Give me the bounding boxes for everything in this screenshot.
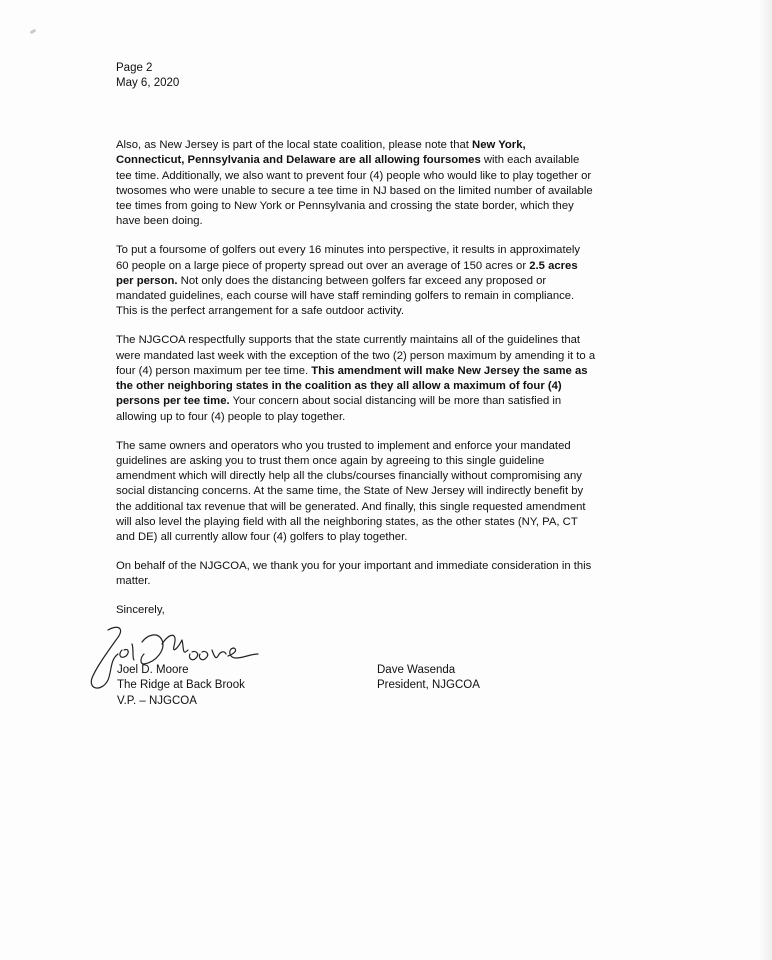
- text-line: [116, 439, 676, 454]
- paragraph: [116, 243, 676, 319]
- text-run: To put a foursome of golfers out every 16 minutes into perspective, it results in approximately: [116, 244, 581, 257]
- text-run: allowing up to four (4) people to play together.: [116, 410, 346, 423]
- text-line: [116, 559, 676, 574]
- text-run: On behalf of the NJGCOA, we thank you for your important and immediate consideration in this: [116, 560, 592, 573]
- text-run: The same owners and operators who you trusted to implement and enforce your mandated: [116, 439, 571, 452]
- text-line: [116, 304, 676, 319]
- signer-right-title: President, NJGCOA: [377, 679, 480, 692]
- bold-text-run: per person.: [116, 274, 178, 287]
- text-run: mandated guidelines, each course will have staff reminding golfers to remain in compliance.: [116, 290, 575, 303]
- text-line: [116, 259, 676, 274]
- paragraphs: [116, 138, 676, 590]
- text-run: Also, as New Jersey is part of the local state coalition, please note that: [116, 139, 473, 151]
- text-line: [116, 169, 676, 184]
- text-run: amendment which will directly help all the clubs/courses financially without compromising any: [116, 470, 582, 483]
- text-line: [116, 349, 676, 364]
- text-line: [116, 243, 676, 258]
- bold-text-run: This amendment will make New Jersey the same as: [311, 364, 588, 377]
- text-run: guidelines are asking you to trust them once again by agreeing to this single guideline: [116, 454, 545, 467]
- letter-header: [116, 61, 179, 91]
- signer-left-org: The Ridge at Back Brook: [117, 679, 245, 692]
- signer-left-title: V.P. – NJGCOA: [117, 694, 197, 707]
- text-line: [116, 410, 676, 425]
- text-line: [116, 469, 676, 484]
- text-line: [116, 574, 676, 589]
- signer-left-name: Joel D. Moore: [117, 664, 189, 676]
- text-run: tee time. Additionally, we also want to prevent four (4) people who would like to play together or: [116, 169, 592, 182]
- paragraph: [116, 138, 676, 230]
- text-line: [116, 500, 676, 515]
- text-run: social distancing concerns. At the same time, the State of New Jersey will indirectly benefit by: [116, 485, 584, 498]
- text-line: [116, 394, 676, 409]
- text-run: matter.: [116, 575, 151, 588]
- page-edge-shadow: [758, 0, 772, 960]
- text-line: [116, 364, 676, 379]
- text-line: [116, 484, 676, 499]
- text-run: twosomes who were unable to secure a tee time in NJ based on the limited number of available: [116, 184, 593, 197]
- text-run: four (4) person maximum per tee time.: [116, 364, 312, 377]
- text-line: [116, 454, 676, 469]
- paragraph: [116, 559, 676, 590]
- signer-right: [377, 663, 480, 694]
- text-run: with each available: [480, 154, 580, 167]
- scan-smudge: [30, 29, 37, 35]
- text-line: [116, 530, 676, 545]
- text-run: 60 people on a large piece of property spread out over an average of 150 acres or: [116, 259, 530, 272]
- letter-date: May 6, 2020: [116, 77, 180, 89]
- text-run: were mandated last week with the exception of the two (2) person maximum by amending it to a: [116, 349, 596, 362]
- letter-body: [116, 138, 676, 619]
- signer-left: [117, 663, 245, 709]
- text-line: [116, 289, 676, 304]
- text-run: will also level the playing field with all the neighboring states, as the other states (NY, PA, CT: [116, 516, 578, 529]
- text-run: have been doing.: [116, 215, 203, 228]
- text-line: [116, 515, 676, 530]
- bold-text-run: Connecticut, Pennsylvania and Delaware are all allowing foursomes: [116, 154, 481, 167]
- text-line: [116, 199, 676, 214]
- text-run: This is the perfect arrangement for a safe outdoor activity.: [116, 305, 404, 318]
- paragraph: [116, 439, 676, 546]
- text-line: [116, 333, 676, 348]
- bold-text-run: 2.5 acres: [529, 259, 578, 272]
- bold-text-run: New York,: [472, 139, 526, 151]
- text-line: [116, 138, 676, 153]
- closing: Sincerely,: [116, 604, 165, 617]
- text-run: Your concern about social distancing will be more than satisfied in: [229, 395, 562, 408]
- text-line: [116, 379, 676, 394]
- text-run: The NJGCOA respectfully supports that the state currently maintains all of the guidelines that: [116, 334, 581, 347]
- page-label: Page 2: [116, 62, 153, 74]
- text-line: [116, 214, 676, 229]
- text-run: and DE) all currently allow four (4) golfers to play together.: [116, 531, 408, 544]
- text-line: [116, 153, 676, 168]
- text-line: [116, 184, 676, 199]
- bold-text-run: the other neighboring states in the coalition as they all allow a maximum of four (4): [116, 380, 562, 393]
- text-run: Not only does the distancing between golfers far exceed any proposed or: [177, 274, 547, 287]
- text-run: tee times from going to New York or Pennsylvania and crossing the state border, which they: [116, 200, 574, 213]
- paragraph: [116, 333, 676, 425]
- signer-right-name: Dave Wasenda: [377, 664, 456, 676]
- text-line: [116, 274, 676, 289]
- bold-text-run: persons per tee time.: [116, 395, 230, 408]
- text-run: the additional tax revenue that will be generated. And finally, this single requested amendment: [116, 500, 586, 513]
